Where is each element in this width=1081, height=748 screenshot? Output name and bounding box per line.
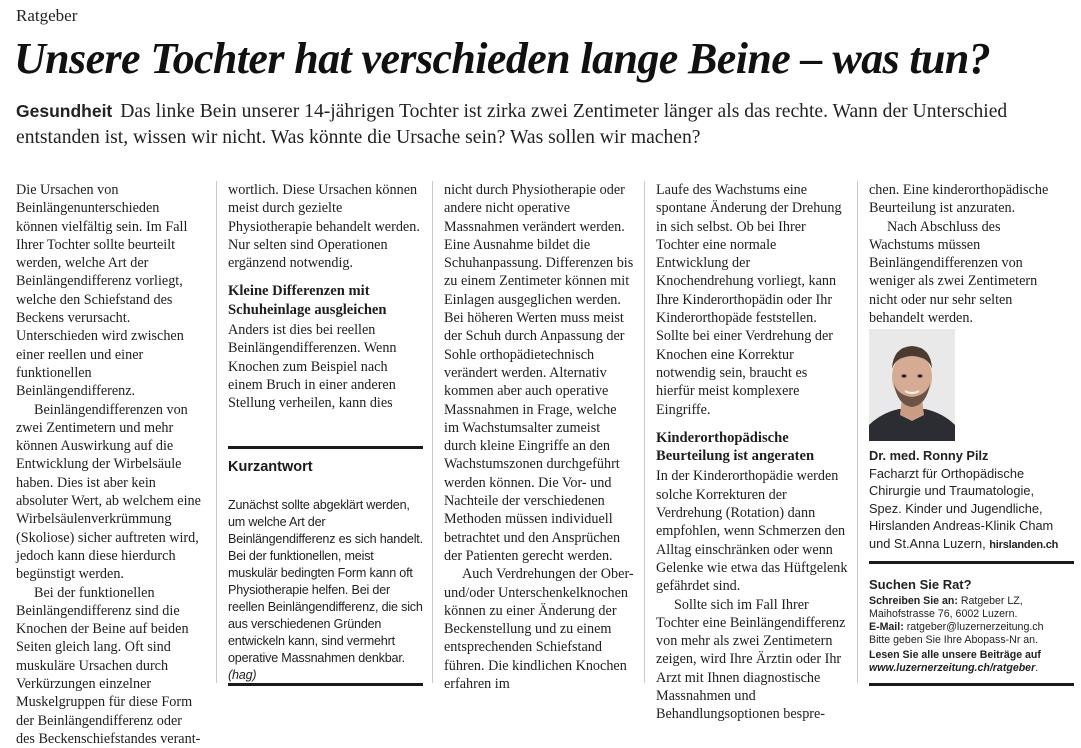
advice-write-line: [869, 595, 1074, 608]
advice-email-label: E-Mail:: [869, 621, 904, 633]
lead-text: Das linke Bein unserer 14-jährigen Tochter ist zirka zwei Zentimeter länger als das rechte. Wann der Unterschied entstanden ist, wissen wir nicht. Was könnte die Ursache sein? Was sollen wir machen?: [16, 101, 1008, 148]
paragraph: chen. Eine kinderorthopädische Beurteilung ist anzuraten.: [869, 182, 1049, 217]
advice-write-label: Schreiben Sie an:: [869, 595, 958, 607]
article-column-2: [228, 181, 423, 411]
advice-url-line: [869, 662, 1074, 675]
summary-text-block: [228, 497, 423, 684]
author-title-line: Spez. Kinder und Jugendliche,: [869, 500, 1043, 516]
advice-email[interactable]: ratgeber@luzernerzeitung.ch: [906, 621, 1044, 633]
paragraph: Anders ist dies bei reellen Beinlängendifferenzen. Wenn Knochen zum Beispiel nach einem Bruch in einer anderen Stellung verheilen, kann dies: [228, 322, 397, 412]
author-website: hirslanden.ch: [989, 538, 1059, 551]
box-top-rule: [228, 446, 423, 449]
advice-note: Bitte geben Sie Ihre Abopass-Nr an.: [869, 634, 1039, 646]
column-divider: [216, 181, 217, 683]
advice-address: Maihofstrasse 76, 6002 Luzern.: [869, 608, 1018, 620]
column-divider: [644, 181, 645, 683]
article-column-1: [16, 181, 204, 747]
summary-text: Zunächst sollte abgeklärt werden, um welche Art der Beinlängendifferenz es sich handelt. Bei der funktionellen, meist muskulär bedingten Form kann oft Physiotherapie helfen. Bei der reellen Beinlängendifferenz, die sich aus verschiedenen Gründen entwickeln kann, sind vermehrt operative Massnahmen denkbar.: [228, 498, 423, 665]
paragraph: Beinlängendifferenzen von zwei Zentimetern und mehr können Auswirkung auf die Entwicklung der Wirbelsäule haben. Dies ist aber kein absoluter Wert, ab welchem eine Wirbelsäulenverkrümmung (Skoliose) sicher auftreten wird, jedoch kann diese hierdurch begünstigt werden.: [16, 401, 201, 583]
lead: [16, 98, 1071, 151]
paragraph: Sollte sich im Fall Ihrer Tochter eine Beinlängendifferenz von mehr als zwei Zentimetern zeigen, wird Ihre Ärztin oder Ihr Arzt mit Ihnen diagnostische Massnahmen und Behandlungsoptionen bespre-: [656, 596, 846, 723]
summary-box: [228, 446, 423, 684]
subheading: Kleine Differenzen mit Schuheinlage ausgleichen: [228, 283, 387, 318]
column-divider: [432, 181, 433, 683]
bottom-rule: [869, 683, 1074, 686]
paragraph: Auch Verdrehungen der Ober- und/oder Unterschenkelknochen können zu einer Änderung der Beckenstellung und zu einem entsprechenden Schiefstand führen. Die kindlichen Knochen erfahren im: [444, 566, 634, 693]
summary-signature: (hag): [228, 668, 257, 682]
bottom-rule: [228, 683, 423, 686]
advice-box: [869, 561, 1074, 675]
headline: Unsere Tochter hat verschieden lange Beine – was tun?: [14, 34, 991, 83]
author-title-line: und St.Anna Luzern,: [869, 535, 986, 551]
paragraph: Die Ursachen von Beinlängenunterschieden können vielfältig sein. Im Fall Ihrer Tochter sollte beurteilt werden, welche Art der Beinlängendifferenz vorliegt, welche den Schiefstand des Beckens verursacht. Unterschieden wird zwischen einer reellen und einer funktionellen Beinlängendifferenz.: [16, 182, 188, 400]
author-title-line: Facharzt für Orthopädische: [869, 465, 1025, 481]
paragraph: Laufe des Wachstums eine spontane Änderung der Drehung in sich selbst. Ob bei Ihrer Tochter eine normale Entwicklung der Knochendrehung vorliegt, kann Ihre Kinderorthopädin oder Ihr Kinderorthopäde feststellen. Sollte bei einer Verdrehung der Knochen eine Korrektur notwendig sein, braucht es hierfür meist komplexere Eingriffe.: [656, 182, 842, 418]
advice-title: Suchen Sie Rat?: [869, 577, 972, 592]
kicker: Ratgeber: [16, 6, 78, 25]
paragraph: wortlich. Diese Ursachen können meist durch gezielte Physiotherapie behandelt werden. Nur selten sind Operationen ergänzend notwendig.: [228, 182, 420, 272]
advice-url-end: .: [1035, 662, 1039, 674]
subheading: Kinderorthopädische Beurteilung ist angeraten: [656, 429, 815, 465]
summary-title: Kurzantwort: [228, 459, 313, 475]
author-portrait-icon: [869, 329, 955, 441]
article-column-3: [444, 181, 634, 693]
author-name: Dr. med. Ronny Pilz: [869, 448, 989, 463]
column-divider: [857, 181, 858, 683]
paragraph: Nach Abschluss des Wachstums müssen Beinlängendifferenzen von weniger als zwei Zentimetern nicht oder nur sehr selten behandelt werden.: [869, 218, 1038, 327]
lead-rubric: Gesundheit: [16, 101, 113, 121]
author-info: [869, 447, 1074, 555]
paragraph: nicht durch Physiotherapie oder andere nicht operative Massnahmen verändert werden. Eine Ausnahme bildet die Schuhanpassung. Differenzen bis zu einem Zentimeter können mit Einlagen ausgeglichen werden. Bei höheren Werten muss meist der Schuh durch Anpassung der Sohle orthopädietechnisch verändert werden. Alternativ kommen aber auch operative Massnahmen in Frage, welche im Wachstumsalter zumeist durch kleine Eingriffe an den Wachstumszonen durchgeführt werden können. Die Vor- und Nachteile der verschiedenen Methoden müssen individuell betrachtet und den Ansprüchen der Patienten gerecht werden.: [444, 182, 634, 564]
advice-write-text: Ratgeber LZ,: [960, 595, 1023, 607]
advice-email-line: [869, 621, 1074, 634]
advice-url[interactable]: www.luzernerzeitung.ch/ratgeber: [869, 662, 1036, 674]
advice-more-label: Lesen Sie alle unsere Beiträge auf: [869, 649, 1041, 661]
author-title-line: Chirurgie und Traumatologie,: [869, 483, 1035, 499]
article-column-5: [869, 181, 1061, 327]
paragraph: Bei der funktionellen Beinlängendifferenz sind die Knochen der Beine auf beiden Seiten gleich lang. Oft sind muskuläre Ursachen durch Verkürzungen einzelner Muskelgruppen für diese Form der Beinlängendifferenz oder des Beckenschiefstandes verant-: [16, 584, 201, 747]
author-title-line-with-web: [869, 535, 1074, 555]
author-title-line: Hirslanden Andreas-Klinik Cham: [869, 518, 1054, 534]
article-column-4: [656, 181, 848, 723]
paragraph: In der Kinderorthopädie werden solche Korrekturen der Verdrehung (Rotation) dann empfohlen, wenn Schmerzen den Alltag einschränken oder wenn Gelenke wie etwa das Hüftgelenk gefährdet sind.: [656, 468, 848, 595]
